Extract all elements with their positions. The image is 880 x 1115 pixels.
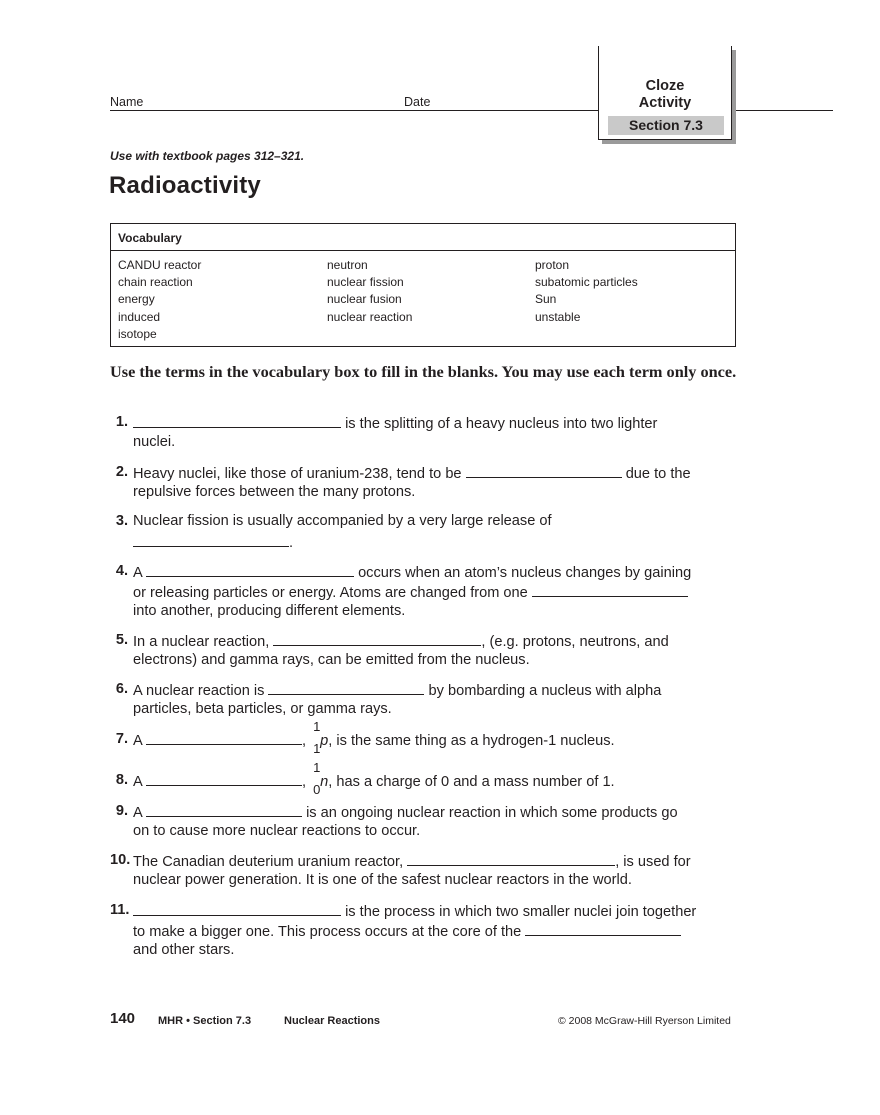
vocab-term: chain reaction [118,275,193,290]
question-line [133,582,688,604]
question-text: or releasing particles or energy. Atoms are changed from one [133,585,528,601]
question-text: A [133,805,142,821]
date-label: Date [404,95,431,109]
answer-blank[interactable] [268,680,424,695]
vocabulary-box [110,223,736,347]
vocabulary-column-2 [327,257,412,326]
vocab-term: neutron [327,258,368,272]
question-number: 7. [115,731,128,747]
vocabulary-column-3 [535,257,638,326]
question-text: nuclei. [133,434,176,450]
question-text: is the process in which two smaller nuclei join together [345,904,697,920]
header-rule-right [733,110,833,111]
page-title: Radioactivity [109,172,261,199]
question-line [133,802,678,824]
vocabulary-column-1 [118,257,201,343]
atomic-number: 1 [313,741,321,756]
tab-title-line1: Cloze [645,78,685,94]
question-number: 5. [115,632,128,648]
answer-blank[interactable] [407,851,615,866]
answer-blank[interactable] [525,921,681,936]
question-text: on to cause more nuclear reactions to occur. [133,823,421,839]
tab-title-line2: Activity [638,95,692,111]
question-text: A [133,565,142,581]
question-text: is an ongoing nuclear reaction in which some products go [306,805,678,821]
question-line [133,760,615,797]
question-text: In a nuclear reaction, [133,634,270,650]
name-date-rule [110,110,598,111]
vocab-term: unstable [535,309,581,324]
vocab-term: subatomic particles [535,275,638,290]
question-number: 9. [115,803,128,819]
particle-symbol: n [320,774,329,790]
question-text: particles, beta particles, or gamma rays. [133,701,392,717]
question-text: , is used for [615,854,691,870]
question-number: 1. [115,414,128,430]
answer-blank[interactable] [133,532,289,547]
question-text: Heavy nuclei, like those of uranium-238, tend to be [133,466,462,482]
vocabulary-header [111,224,735,251]
question-line [133,901,696,923]
section-badge: Section 7.3 [608,116,724,135]
answer-blank[interactable] [146,802,302,817]
question-text: Nuclear fission is usually accompanied by a very large release of [133,513,552,529]
question-text: , [302,733,307,749]
footer-source: MHR • Section 7.3 [158,1015,252,1027]
question-line [133,851,691,873]
vocab-term: Sun [535,292,557,307]
name-label: Name [110,95,144,109]
footer-chapter: Nuclear Reactions [284,1015,380,1027]
question-text: to make a bigger one. This process occurs at the core of the [133,924,522,940]
question-number: 6. [115,681,128,697]
question-text: , is the same thing as a hydrogen-1 nucleus. [328,733,615,749]
instructions: Use the terms in the vocabulary box to fill in the blanks. You may use each term only once. [110,362,737,381]
question-text: electrons) and gamma rays, can be emitted from the nucleus. [133,652,530,668]
question-text: into another, producing different elements. [133,603,406,619]
question-line [133,562,691,584]
vocabulary-heading: Vocabulary [118,231,182,245]
question-text: is the splitting of a heavy nucleus into two lighter [345,416,658,432]
question-number: 4. [115,563,128,579]
answer-blank[interactable] [133,413,341,428]
question-number: 8. [115,772,128,788]
vocab-term: proton [535,258,570,272]
question-text: A [133,774,142,790]
vocab-term: nuclear fusion [327,292,402,307]
question-text: repulsive forces between the many protons. [133,484,416,500]
vocab-term: CANDU reactor [118,258,202,272]
vocab-term: nuclear reaction [327,309,413,324]
question-text: occurs when an atom’s nucleus changes by gaining [358,565,692,581]
footer-copyright: © 2008 McGraw-Hill Ryerson Limited [558,1015,731,1027]
question-line [133,413,657,435]
atomic-number: 0 [313,782,321,797]
vocab-term: nuclear fission [327,275,404,290]
question-text: , has a charge of 0 and a mass number of 1. [328,774,615,790]
vocab-term: induced [118,309,161,324]
cloze-activity-tab [598,46,732,140]
proton-symbol [313,719,329,756]
mass-number: 1 [313,760,321,775]
question-text: due to the [625,466,691,482]
question-text: by bombarding a nucleus with alpha [428,683,662,699]
neutron-symbol [313,760,329,797]
question-line [133,532,293,554]
answer-blank[interactable] [146,562,354,577]
vocab-term: energy [118,292,155,307]
question-text: A nuclear reaction is [133,683,265,699]
question-text: nuclear power generation. It is one of the safest nuclear reactors in the world. [133,872,632,888]
page-number: 140 [110,1010,136,1027]
vocab-term: isotope [118,326,157,341]
question-line [133,719,615,756]
particle-symbol: p [320,733,329,749]
answer-blank[interactable] [532,582,688,597]
answer-blank[interactable] [133,901,341,916]
question-text: A [133,733,142,749]
answer-blank[interactable] [146,730,302,745]
answer-blank[interactable] [466,463,622,478]
question-text: The Canadian deuterium uranium reactor, [133,854,404,870]
question-line [133,921,681,943]
question-number: 2. [115,464,128,480]
question-line [133,680,661,702]
question-text: and other stars. [133,942,235,958]
question-text: , (e.g. protons, neutrons, and [481,634,669,650]
question-text: . [289,535,294,551]
question-line [133,463,691,485]
textbook-reference: Use with textbook pages 312–321. [110,149,305,163]
mass-number: 1 [313,719,321,734]
answer-blank[interactable] [146,771,302,786]
question-number: 11. [110,902,130,918]
question-line [133,631,669,653]
question-number: 10. [110,852,131,868]
answer-blank[interactable] [273,631,481,646]
question-text: , [302,774,307,790]
question-number: 3. [115,513,128,529]
